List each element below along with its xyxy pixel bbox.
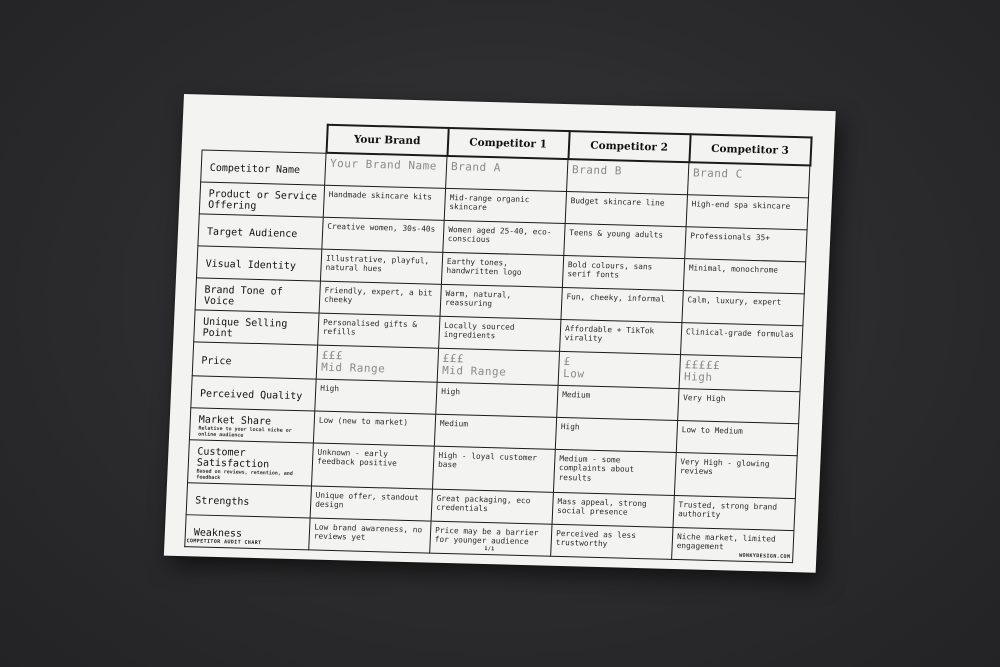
row-label-cell	[186, 482, 311, 517]
table-cell: High - loyal customer base	[432, 446, 555, 492]
table-cell	[688, 162, 810, 197]
row-label-cell	[192, 341, 317, 378]
row-label-cell	[189, 407, 314, 442]
column-header-competitor-2: Competitor 2	[568, 131, 690, 162]
row-label: Price	[201, 355, 232, 367]
table-cell: High	[555, 417, 677, 452]
row-label-cell	[201, 149, 326, 184]
table-cell: Medium	[557, 385, 679, 420]
row-label-cell	[194, 309, 319, 344]
table-cell: Affordable + TikTok virality	[560, 319, 682, 354]
audit-chart-sheet	[164, 94, 836, 573]
cell-secondary-text: High	[683, 369, 713, 384]
table-cell: Great packaging, eco credentials	[431, 489, 553, 524]
table-cell	[316, 345, 438, 382]
column-header-your-brand: Your Brand	[326, 125, 448, 156]
column-header-competitor-3: Competitor 3	[689, 134, 811, 165]
table-cell: Price may be a barrier for younger audience	[430, 521, 552, 556]
footer-website: WONKYDESIGN.COM	[739, 552, 791, 561]
table-cell: Warm, natural, reassuring	[440, 284, 562, 319]
table-cell: Minimal, monochrome	[683, 258, 805, 293]
row-label-cell	[197, 245, 322, 280]
table-cell: Low (new to market)	[313, 411, 435, 446]
row-label: Customer Satisfaction	[196, 445, 270, 470]
footer-title: COMPETITOR AUDIT CHART	[186, 538, 262, 547]
table-cell: Earthy tones, handwritten logo	[441, 252, 563, 287]
row-label: Unique Selling Point	[202, 316, 288, 340]
table-cell: Very High - glowing reviews	[674, 452, 797, 498]
table-cell	[325, 153, 447, 188]
cell-primary-text: £	[563, 354, 572, 368]
row-label: Target Audience	[206, 226, 298, 240]
cell-secondary-text: Mid Range	[320, 360, 386, 375]
row-label: Brand Tone of Voice	[203, 284, 283, 308]
table-cell: Creative women, 30s-40s	[322, 217, 444, 252]
corner-cell	[202, 122, 327, 153]
table-cell: Clinical-grade formulas	[681, 322, 803, 357]
table-cell	[446, 156, 568, 191]
table-cell: Medium - some complaints about results	[553, 449, 676, 495]
footer-page-number: 1/1	[484, 546, 495, 553]
table-cell: Calm, luxury, expert	[682, 290, 804, 325]
row-label: Visual Identity	[205, 258, 297, 272]
cell-primary-text: £££	[321, 348, 344, 362]
table-cell: Mid-range organic skincare	[444, 188, 566, 223]
row-label-cell	[188, 439, 314, 485]
table-cell: High	[315, 379, 437, 414]
table-cell: High-end spa skincare	[686, 194, 808, 229]
table-cell: Bold colours, sans serif fonts	[562, 255, 684, 290]
row-label: Weakness	[193, 526, 243, 540]
row-label-cell	[195, 277, 320, 312]
table-cell: Friendly, expert, a bit cheeky	[319, 281, 441, 316]
table-cell: Illustrative, playful, natural hues	[320, 249, 442, 284]
row-label: Product or Service Offering	[207, 188, 318, 212]
cell-primary-text: Brand C	[692, 166, 744, 181]
column-header-competitor-1: Competitor 1	[447, 128, 569, 159]
table-cell: Unknown - early feedback positive	[312, 443, 435, 489]
table-cell: Mass appeal, strong social presence	[552, 492, 674, 527]
cell-primary-text: Brand B	[571, 163, 623, 178]
cell-primary-text: Brand A	[450, 160, 502, 175]
table-cell: Fun, cheeky, informal	[561, 287, 683, 322]
row-label: Market Share	[198, 414, 272, 427]
table-cell	[679, 354, 801, 391]
table-cell: Handmade skincare kits	[323, 185, 445, 220]
table-cell: Personalised gifts & refills	[318, 313, 440, 348]
table-cell	[558, 351, 680, 388]
row-sublabel: Based on reviews, retention, and feedback	[196, 467, 293, 481]
table-cell	[567, 159, 689, 194]
table-cell: Teens & young adults	[564, 223, 686, 258]
table-cell: Professionals 35+	[685, 226, 807, 261]
table-cell: Locally sourced ingredients	[439, 316, 561, 351]
table-cell: Niche market, limited engagement	[672, 527, 794, 562]
table-cell: Unique offer, standout design	[310, 485, 432, 520]
row-label-cell	[198, 213, 323, 248]
row-label-cell	[191, 375, 316, 410]
table-cell: Medium	[434, 414, 556, 449]
table-cell: Women aged 25-40, eco-conscious	[443, 220, 565, 255]
table-cell: Low to Medium	[676, 420, 798, 455]
row-label-cell	[199, 181, 324, 216]
cell-primary-text: £££££	[684, 357, 721, 372]
cell-secondary-text: Low	[562, 366, 585, 381]
cell-primary-text: Your Brand Name	[329, 156, 438, 173]
row-label: Strengths	[195, 494, 250, 508]
table-cell: High	[436, 382, 558, 417]
row-label: Competitor Name	[209, 162, 301, 176]
table-cell: Trusted, strong brand authority	[673, 495, 795, 530]
table-cell: Low brand awareness, no reviews yet	[309, 517, 431, 552]
row-sublabel: Relative to your local niche or online audience	[198, 424, 292, 439]
row-label: Perceived Quality	[199, 388, 303, 402]
table-cell: Budget skincare line	[565, 191, 687, 226]
cell-secondary-text: Mid Range	[441, 363, 507, 379]
competitor-audit-table	[184, 121, 812, 563]
cell-primary-text: £££	[442, 351, 465, 365]
table-cell: Very High	[678, 388, 800, 423]
table-cell	[437, 348, 559, 385]
table-cell: Perceived as less trustworthy	[551, 524, 673, 559]
